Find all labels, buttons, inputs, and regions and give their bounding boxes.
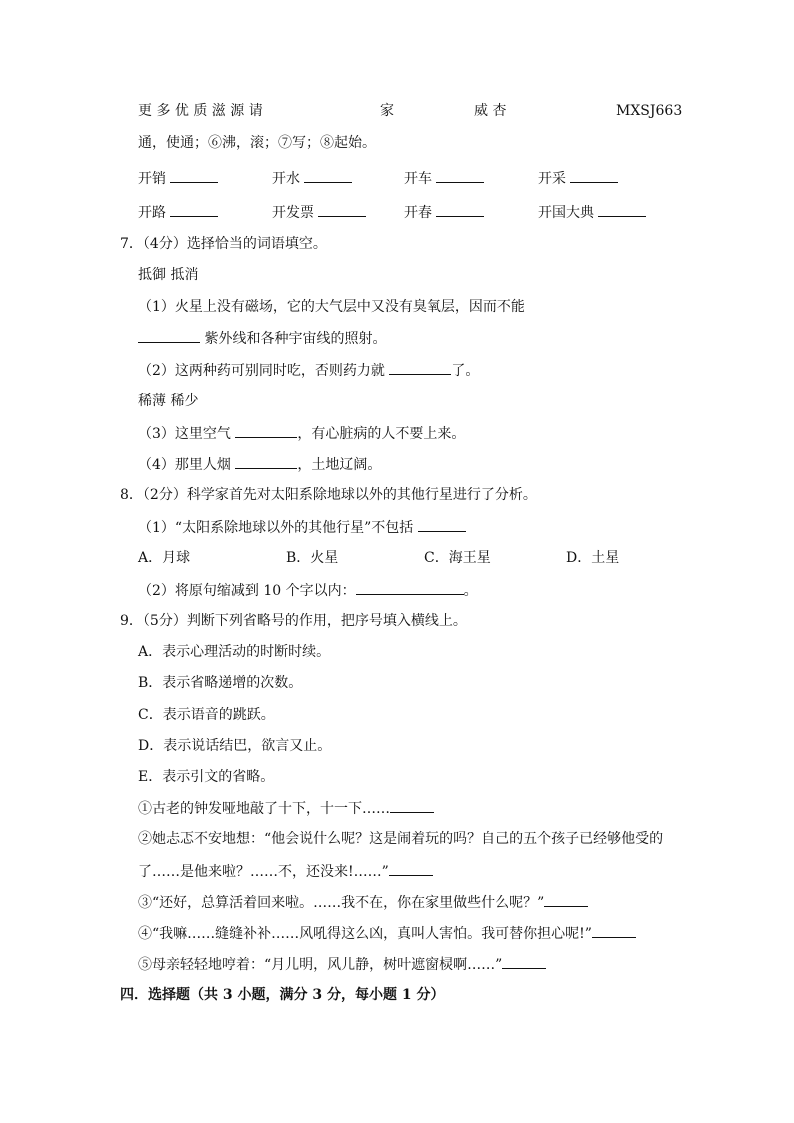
- answer-blank[interactable]: [502, 954, 546, 969]
- q9-sentence-3: [138, 892, 588, 912]
- q9-sentence-5-text: ⑤母亲轻轻地哼着：“月儿明，风儿静，树叶遮窗棂啊……”: [138, 957, 503, 973]
- q9-sentence-2b-text: 了……是他来啦？……不，还没来!……”: [138, 864, 389, 880]
- q9-sentence-3-text: ③“还好，总算活着回来啦。……我不在，你在家里做些什么呢？”: [138, 895, 545, 911]
- answer-blank[interactable]: [235, 423, 297, 438]
- q8-option-c[interactable]: C．海王星: [424, 550, 491, 566]
- q9-choice-c: C．表示语音的跳跃。: [138, 707, 275, 723]
- answer-blank[interactable]: [436, 202, 484, 217]
- header-text-left: 更 多 优 质 滋 源 请: [138, 103, 263, 119]
- answer-blank[interactable]: [570, 168, 618, 183]
- q9-choice-a: A．表示心理活动的时断时续。: [138, 644, 331, 660]
- answer-blank[interactable]: [592, 923, 636, 938]
- q6-vocab-item: [272, 202, 366, 223]
- q7-sentence-2: [138, 360, 479, 380]
- answer-blank[interactable]: [598, 202, 646, 217]
- q9-choice-d: D．表示说话结巴，欲言又止。: [138, 738, 332, 754]
- q7-word-pair-1: 抵御 抵消: [138, 267, 199, 283]
- q6-vocab-item: [404, 202, 484, 223]
- q7-word-pair-2: 稀薄 稀少: [138, 393, 199, 409]
- answer-blank[interactable]: [235, 454, 297, 469]
- q8-sub-1-text: （1）“太阳系除地球以外的其他行星”不包括: [138, 520, 414, 536]
- answer-blank[interactable]: [436, 168, 484, 183]
- q7-title: 7．（4分）选择恰当的词语填空。: [120, 236, 327, 252]
- header-code: MXSJ663: [616, 103, 683, 119]
- q7-sentence-2a: （2）这两种药可别同时吃，否则药力就: [138, 363, 385, 379]
- answer-blank[interactable]: [304, 168, 352, 183]
- q8-option-a[interactable]: A．月球: [138, 550, 191, 566]
- q6-word: 开发票: [272, 205, 314, 221]
- q8-sub-2-text: （2）将原句缩减到 10 个字以内：: [138, 583, 356, 599]
- q9-sentence-2a: ②她忐忑不安地想：“他会说什么呢？这是闹着玩的吗？自己的五个孩子已经够他受的: [138, 831, 664, 847]
- q8-sub-2-end: 。: [463, 583, 478, 599]
- q8-options: [138, 548, 678, 568]
- q6-word: 开春: [404, 205, 432, 221]
- q7-sentence-1a: （1）火星上没有磁场，它的大气层中又没有臭氧层，因而不能: [138, 299, 525, 315]
- q9-sentence-2b: [138, 861, 433, 881]
- q7-sentence-3a: （3）这里空气: [138, 426, 231, 442]
- q6-vocab-item: [138, 168, 218, 189]
- answer-blank[interactable]: [418, 517, 466, 532]
- answer-blank[interactable]: [356, 580, 464, 595]
- q6-meanings-tail: 通，使通；⑥沸，滚；⑦写；⑧起始。: [138, 135, 376, 151]
- answer-blank[interactable]: [318, 202, 366, 217]
- answer-blank[interactable]: [389, 861, 433, 876]
- answer-blank[interactable]: [170, 168, 218, 183]
- q7-sentence-1b: 紫外线和各种宇宙线的照射。: [204, 331, 387, 347]
- header-text-jia: 家: [380, 103, 394, 119]
- q9-sentence-1-text: ①古老的钟发哑地敲了十下，十一下……: [138, 801, 390, 817]
- q9-choice-b: B．表示省略递增的次数。: [138, 675, 303, 691]
- q7-sentence-2b: 了。: [451, 363, 480, 379]
- q8-title: 8．（2分）科学家首先对太阳系除地球以外的其他行星进行了分析。: [120, 487, 537, 503]
- answer-blank[interactable]: [390, 798, 434, 813]
- answer-blank[interactable]: [544, 892, 588, 907]
- q8-option-b[interactable]: B．火星: [286, 550, 339, 566]
- q9-title: 9．（5分）判断下列省略号的作用，把序号填入横线上。: [120, 613, 467, 629]
- section-4-title: 四．选择题（共 3 小题，满分 3 分，每小题 1 分）: [120, 987, 445, 1003]
- q9-sentence-4: [138, 923, 636, 943]
- header-line: [138, 101, 683, 121]
- q6-vocab-item: [538, 202, 646, 223]
- q7-sentence-3: [138, 423, 465, 443]
- q7-sentence-4b: ，土地辽阔。: [297, 457, 382, 473]
- q6-word: 开路: [138, 205, 166, 221]
- header-text-weixing: 威 杏: [474, 103, 507, 119]
- q9-sentence-1: [138, 798, 434, 818]
- q6-vocab-item: [138, 202, 218, 223]
- q6-word: 开国大典: [538, 205, 594, 221]
- q6-vocab-item: [404, 168, 484, 189]
- q8-sub-2: [138, 580, 478, 600]
- q6-word: 开销: [138, 171, 166, 187]
- q9-choice-e: E．表示引文的省略。: [138, 769, 275, 785]
- answer-blank[interactable]: [389, 360, 451, 375]
- q7-sentence-1b-line: [138, 328, 386, 348]
- q8-sub-1: [138, 517, 466, 537]
- q6-vocab-item: [272, 168, 352, 189]
- q7-sentence-4a: （4）那里人烟: [138, 457, 231, 473]
- q7-sentence-3b: ，有心脏病的人不要上来。: [297, 426, 466, 442]
- q6-word: 开水: [272, 171, 300, 187]
- q9-sentence-4-text: ④“我嘛……缝缝补补……风吼得这么凶，真叫人害怕。我可替你担心呢!”: [138, 926, 592, 942]
- q7-sentence-4: [138, 454, 381, 474]
- q6-word: 开车: [404, 171, 432, 187]
- q6-row-2: [138, 202, 678, 222]
- answer-blank[interactable]: [170, 202, 218, 217]
- q6-row-1: [138, 168, 678, 188]
- q6-vocab-item: [538, 168, 618, 189]
- q8-option-d[interactable]: D．土星: [566, 550, 620, 566]
- answer-blank[interactable]: [138, 328, 200, 343]
- q6-word: 开采: [538, 171, 566, 187]
- q9-sentence-5: [138, 954, 546, 974]
